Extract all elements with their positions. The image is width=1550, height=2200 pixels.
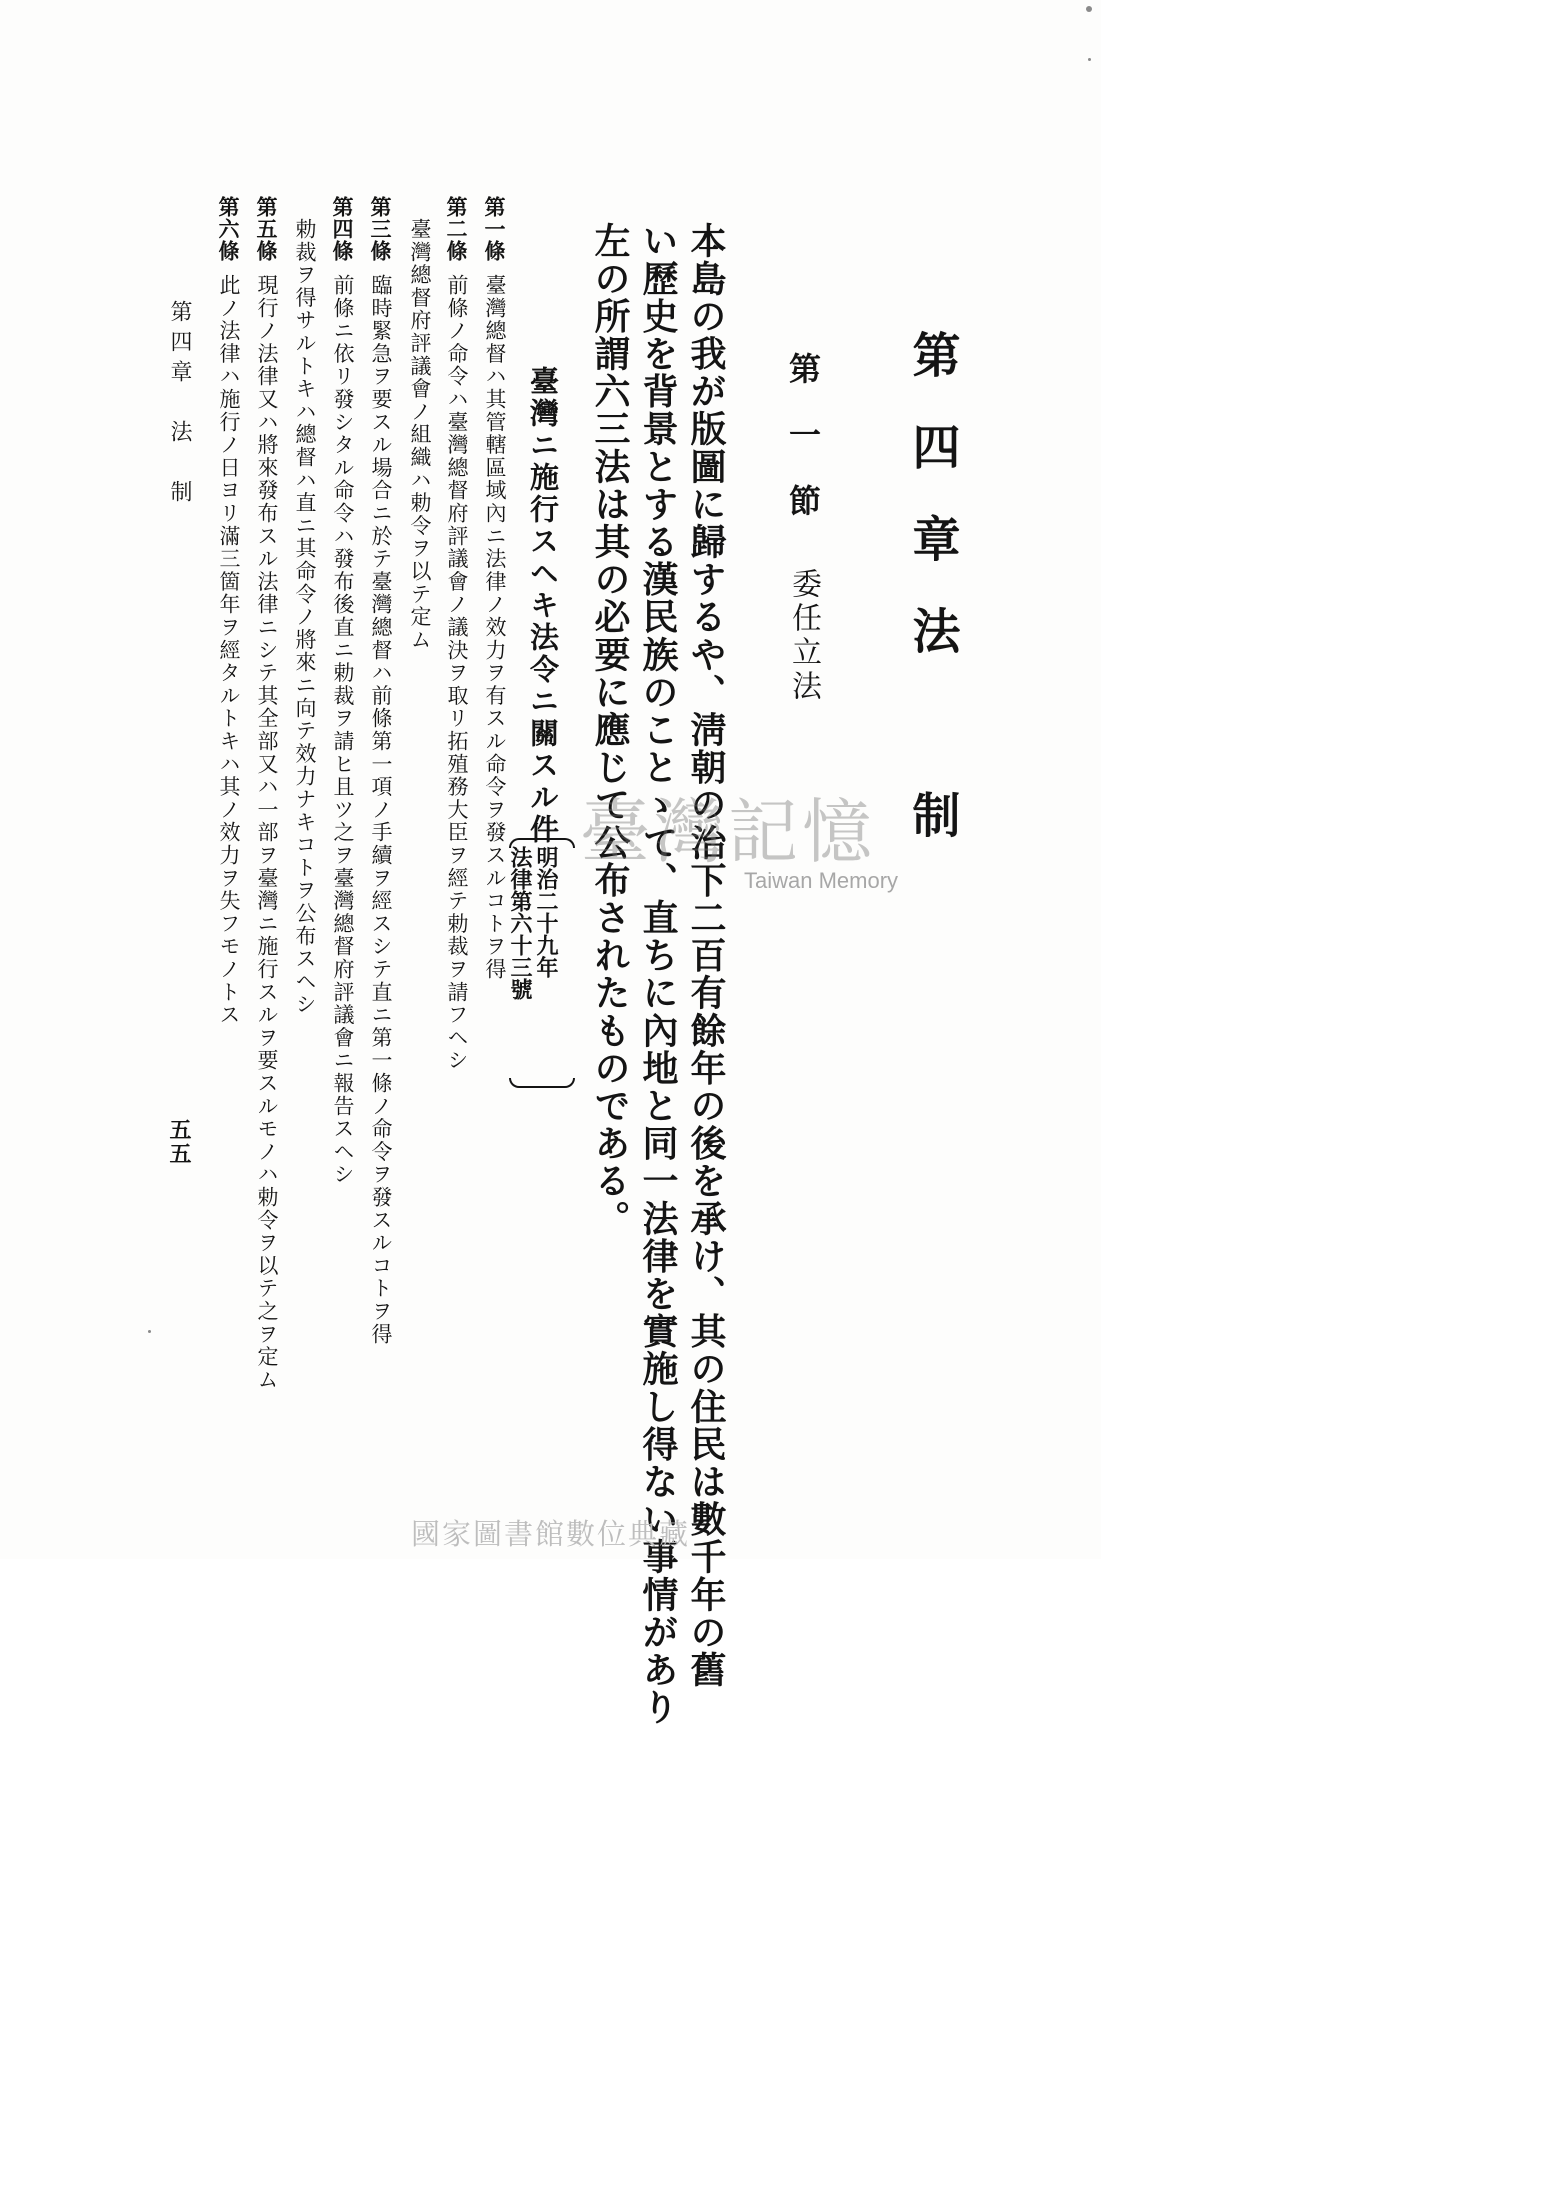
law-note-bracket-bottom [509,1078,575,1088]
running-head: 第四章 法 制 [167,300,192,510]
scan-speck [1086,6,1092,12]
law-note [509,846,557,1000]
paragraph-line-3: 左の所謂六三法は其の必要に應じて公布されたものである。 [589,222,631,1238]
section-number: 第一節 [784,352,822,550]
footer-credit: 國家圖書館數位典藏 [410,1517,690,1551]
article-4-body: 前條ニ依リ發シタル命令ハ發布後直ニ勅裁ヲ請ヒ且ツ之ヲ臺灣總督府評議會ニ報告スヘシ [331,274,355,1186]
paragraph-line-2: い歷史を背景とする漢民族のことゝて、直ちに內地と同一法律を實施し得ない事情があり [637,222,679,1726]
article-6-label: 第六條 [216,196,241,262]
watermark-subtitle: Taiwan Memory [744,868,899,893]
article-5-label: 第五條 [254,196,279,262]
law-note-line-2: 法律第六十三號 [507,846,533,1000]
scan-speck [1088,58,1091,61]
section-name: 委任立法 [786,568,821,704]
article-2-label: 第二條 [444,196,469,262]
article-6-body: 此ノ法律ハ施行ノ日ヨリ滿三箇年ヲ經タルトキハ其ノ效力ヲ失フモノトス [217,274,241,1027]
law-note-line-1: 明治二十九年 [533,846,559,978]
watermark-text: 臺灣記憶 [580,791,876,873]
article-3-label: 第三條 [368,196,393,262]
paragraph-line-1: 本島の我が版圖に歸するや、淸朝の治下二百有餘年の後を承け、其の住民は數千年の舊 [685,222,727,1689]
chapter-title: 第四章法 制 [904,330,960,882]
article-1-body: 臺灣總督ハ其管轄區域內ニ法律ノ效力ヲ有スル命令ヲ發スルコトヲ得 [483,274,507,981]
article-3-body: 臨時緊急ヲ要スル場合ニ於テ臺灣總督ハ前條第一項ノ手續ヲ經スシテ直ニ第一條ノ命令ヲ發スルコトヲ得 [369,274,393,1346]
article-1-label: 第一條 [482,196,507,262]
article-4-label: 第四條 [330,196,355,262]
scan-speck [148,1330,151,1333]
article-2-continuation: 臺灣總督府評議會ノ組織ハ勅令ヲ以テ定ム [408,218,432,652]
page-number: 五五 [166,1118,192,1166]
law-title: 臺灣ニ施行スヘキ法令ニ關スル件 [526,366,560,846]
article-5-body: 現行ノ法律又ハ將來發布スル法律ニシテ其全部又ハ一部ヲ臺灣ニ施行スルヲ要スルモノハ勅令ヲ以テ之ヲ定ム [255,274,279,1392]
article-2-body: 前條ノ命令ハ臺灣總督府評議會ノ議決ヲ取リ拓殖務大臣ヲ經テ勅裁ヲ請フヘシ [445,274,469,1072]
article-4-continuation: 勅裁ヲ得サルトキハ總督ハ直ニ其命令ノ將來ニ向テ效力ナキコトヲ公布スヘシ [293,218,317,1016]
